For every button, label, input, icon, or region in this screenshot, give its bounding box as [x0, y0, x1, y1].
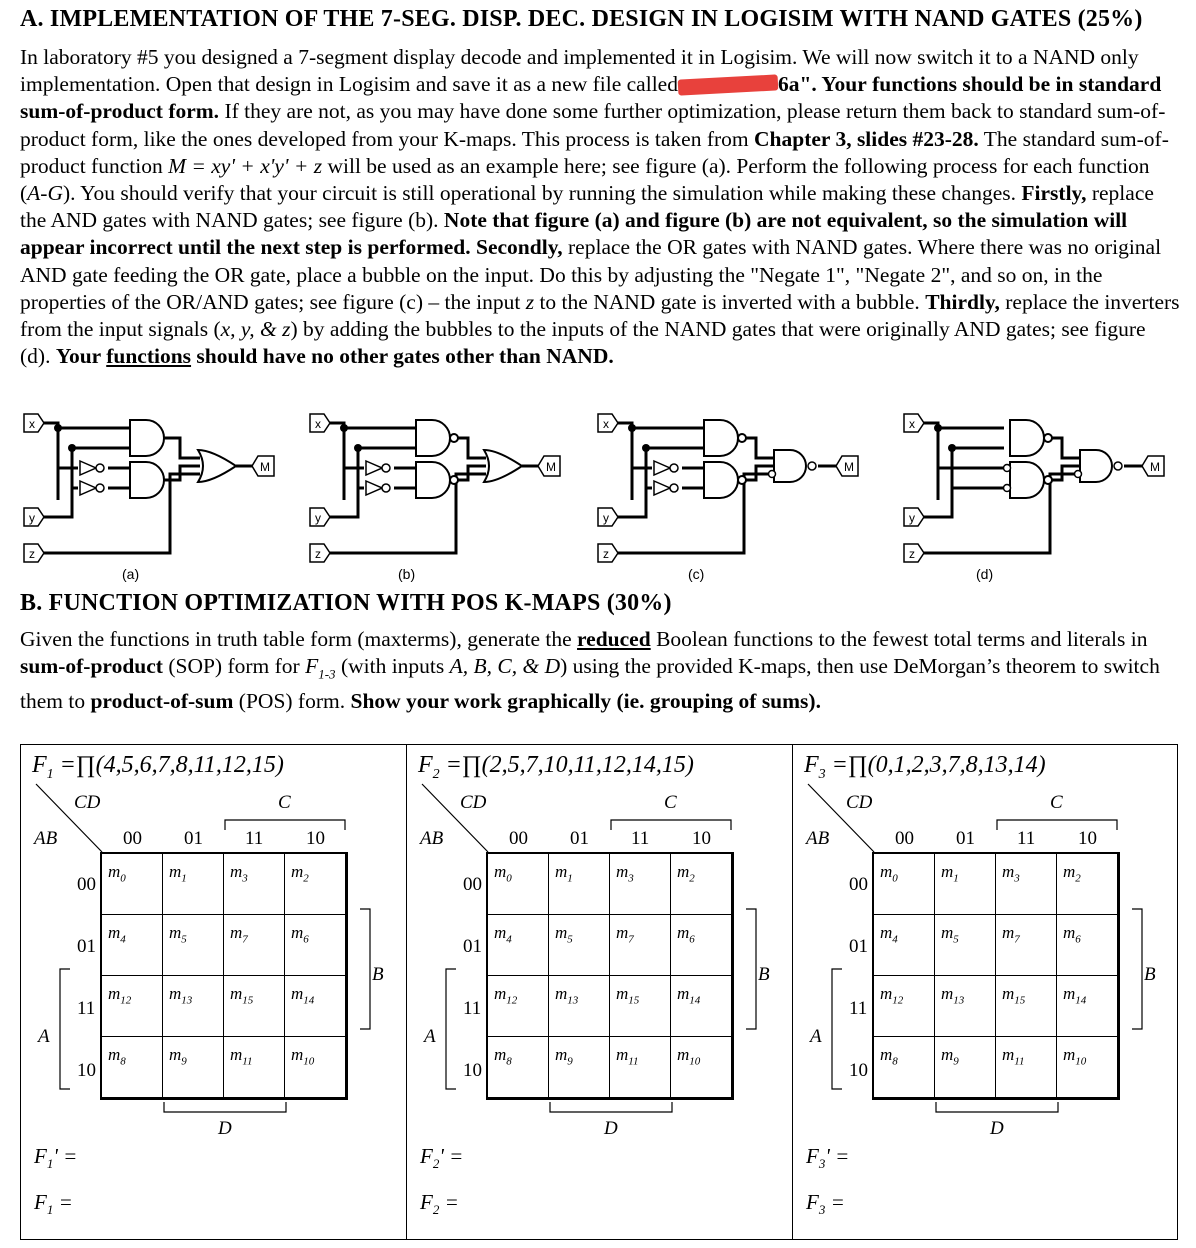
- svg-text:M: M: [1150, 460, 1160, 474]
- minterm-label: $m_5$: [555, 923, 573, 946]
- col-code: 00: [123, 828, 142, 849]
- svg-text:M: M: [260, 460, 270, 474]
- kmap-cell[interactable]: [935, 854, 996, 915]
- circuit-a: [24, 414, 274, 562]
- kmap-cell[interactable]: [549, 854, 610, 915]
- col-code: 11: [1017, 828, 1036, 849]
- svg-text:z: z: [29, 547, 35, 561]
- kmap-cell[interactable]: [1057, 915, 1118, 976]
- minterm-label: $m_0$: [108, 862, 126, 885]
- circuit-figures: [0, 400, 1196, 590]
- circuit-d: [904, 414, 1164, 562]
- kmap-cell[interactable]: [671, 854, 732, 915]
- col-code: 01: [956, 828, 975, 849]
- kmap-cell[interactable]: [996, 854, 1057, 915]
- kmap-cell[interactable]: [671, 915, 732, 976]
- minterm-label: $m_{13}$: [941, 984, 965, 1007]
- ab-label: AB: [420, 828, 444, 849]
- kmap-cell[interactable]: [102, 854, 163, 915]
- kmap-panel-f3: [792, 744, 1178, 1240]
- minterm-label: $m_{14}$: [1063, 984, 1087, 1007]
- c-label: C: [278, 792, 291, 813]
- minterm-label: $m_1$: [169, 862, 187, 885]
- kmap-cell[interactable]: [488, 915, 549, 976]
- a-label: A: [424, 1026, 436, 1047]
- col-code: 01: [184, 828, 203, 849]
- minterm-label: $m_{15}$: [1002, 984, 1026, 1007]
- kmap-cell[interactable]: [996, 1037, 1057, 1098]
- minterm-label: $m_{15}$: [230, 984, 254, 1007]
- kmap-cell[interactable]: [935, 1037, 996, 1098]
- minterm-label: $m_4$: [880, 923, 898, 946]
- svg-text:y: y: [29, 511, 35, 525]
- svg-text:M: M: [844, 460, 854, 474]
- minterm-label: $m_7$: [230, 923, 248, 946]
- row-code: 00: [77, 874, 96, 895]
- row-code: 10: [463, 1060, 482, 1081]
- minterm-label: $m_{14}$: [677, 984, 701, 1007]
- d-label: D: [604, 1118, 618, 1139]
- svg-text:y: y: [603, 511, 609, 525]
- input-pin-z: [24, 544, 44, 562]
- minterm-label: $m_2$: [291, 862, 309, 885]
- c-label: C: [664, 792, 677, 813]
- cd-label: CD: [846, 792, 873, 813]
- kmap-cell[interactable]: [224, 854, 285, 915]
- minterm-label: $m_6$: [291, 923, 309, 946]
- function-equation[interactable]: $F_2$ =: [420, 1190, 459, 1218]
- kmap-cell[interactable]: [874, 976, 935, 1037]
- kmap-grid: [872, 852, 1120, 1100]
- minterm-label: $m_7$: [616, 923, 634, 946]
- col-code: 00: [509, 828, 528, 849]
- d-label: D: [218, 1118, 232, 1139]
- minterm-label: $m_{13}$: [169, 984, 193, 1007]
- minterm-label: $m_0$: [880, 862, 898, 885]
- row-code: 01: [849, 936, 868, 957]
- svg-text:z: z: [315, 547, 321, 561]
- section-a-paragraph: In laboratory #5 you designed a 7-segment display decode and implemented it in Logisim. We will now switch it to a NAND only implementation. Open that design in Logisim and save it as a new file called 6a". Your functions should be in standard sum-of-product form. If they are not, as you may have done some further optimization, please return them back to standard sum-of-product form, like the ones developed from your K-maps. This process is taken from Chapter 3, slides #23-28. The standard sum-of-product function M = xy' + x'y' + z will be used as an example here; see figure (a). Perform the following process for each function (A-G). You should verify that your circuit is still operational by running the simulation while making these changes. Firstly, replace the AND gates with NAND gates; see figure (b). Note that figure (a) and figure (b) are not equivalent, so the simulation will appear incorrect until the next step is performed. Secondly, replace the OR gates with NAND gates. Where there was no original AND gate feeding the OR gate, place a bubble on the input. Do this by adjusting the "Negate 1", "Negate 2", and so on, in the properties of the OR/AND gates; see figure (c) – the input z to the NAND gate is inverted with a bubble. Thirdly, replace the inverters from the input signals (x, y, & z) by adding the bubbles to the inputs of the NAND gates that were originally AND gates; see figure (d). Your functions should have no other gates other than NAND.: [20, 45, 1180, 369]
- col-code: 11: [245, 828, 264, 849]
- b-label: B: [758, 964, 770, 985]
- minterm-label: $m_2$: [677, 862, 695, 885]
- kmap-cell[interactable]: [285, 854, 346, 915]
- kmap-cell[interactable]: [163, 854, 224, 915]
- col-code: 10: [306, 828, 325, 849]
- ab-label: AB: [806, 828, 830, 849]
- kmap-panel-f1: [20, 744, 406, 1240]
- kmap-cell[interactable]: [1057, 1037, 1118, 1098]
- minterm-label: $m_{12}$: [108, 984, 132, 1007]
- svg-text:M: M: [546, 460, 556, 474]
- col-code: 10: [1078, 828, 1097, 849]
- minterm-label: $m_{10}$: [677, 1045, 701, 1068]
- section-a-title: A. IMPLEMENTATION OF THE 7-SEG. DISP. DEC. DESIGN IN LOGISIM WITH NAND GATES (25%): [20, 6, 1143, 32]
- kmap-cell[interactable]: [874, 854, 935, 915]
- minterm-label: $m_{11}$: [616, 1045, 639, 1068]
- svg-text:y: y: [909, 511, 915, 525]
- minterm-label: $m_{13}$: [555, 984, 579, 1007]
- kmap-cell[interactable]: [549, 976, 610, 1037]
- redaction-mark: [678, 75, 779, 96]
- minterm-label: $m_4$: [108, 923, 126, 946]
- row-code: 11: [849, 998, 868, 1019]
- minterm-label: $m_1$: [941, 862, 959, 885]
- figure-label-d: (d): [976, 566, 994, 582]
- minterm-label: $m_5$: [941, 923, 959, 946]
- minterm-label: $m_9$: [555, 1045, 573, 1068]
- function-equation[interactable]: $F_1$ =: [34, 1190, 73, 1218]
- input-pin-x: [24, 414, 44, 432]
- minterm-label: $m_{11}$: [230, 1045, 253, 1068]
- col-code: 01: [570, 828, 589, 849]
- kmap-cell[interactable]: [549, 915, 610, 976]
- kmap-panel-f2: [406, 744, 792, 1240]
- complement-equation[interactable]: $F_3'$ =: [806, 1144, 850, 1172]
- svg-text:x: x: [315, 417, 321, 431]
- svg-text:x: x: [29, 417, 35, 431]
- kmap-cell[interactable]: [610, 1037, 671, 1098]
- col-code: 11: [631, 828, 650, 849]
- section-b-title: B. FUNCTION OPTIMIZATION WITH POS K-MAPS (30%): [20, 590, 672, 616]
- minterm-label: $m_7$: [1002, 923, 1020, 946]
- kmap-cell[interactable]: [488, 854, 549, 915]
- minterm-label: $m_6$: [1063, 923, 1081, 946]
- minterm-label: $m_{15}$: [616, 984, 640, 1007]
- kmap-cell[interactable]: [102, 976, 163, 1037]
- figure-label-c: (c): [688, 566, 705, 582]
- svg-text:z: z: [909, 547, 915, 561]
- row-code: 01: [77, 936, 96, 957]
- circuit-c: [598, 414, 858, 562]
- kmap-cell[interactable]: [874, 1037, 935, 1098]
- output-pin-m: [252, 456, 274, 476]
- kmap-cell[interactable]: [1057, 854, 1118, 915]
- a-label: A: [810, 1026, 822, 1047]
- minterm-label: $m_9$: [941, 1045, 959, 1068]
- row-code: 11: [77, 998, 96, 1019]
- svg-text:y: y: [315, 511, 321, 525]
- kmap-cell[interactable]: [874, 915, 935, 976]
- minterm-label: $m_6$: [677, 923, 695, 946]
- minterm-label: $m_{14}$: [291, 984, 315, 1007]
- kmap-cell[interactable]: [549, 1037, 610, 1098]
- minterm-label: $m_0$: [494, 862, 512, 885]
- kmap-title: $F_2$ =∏(2,5,7,10,11,12,14,15): [418, 752, 694, 782]
- minterm-label: $m_8$: [494, 1045, 512, 1068]
- kmap-cell[interactable]: [163, 976, 224, 1037]
- minterm-label: $m_{11}$: [1002, 1045, 1025, 1068]
- minterm-label: $m_5$: [169, 923, 187, 946]
- col-code: 10: [692, 828, 711, 849]
- kmap-cell[interactable]: [163, 1037, 224, 1098]
- kmap-cell[interactable]: [996, 976, 1057, 1037]
- row-code: 00: [849, 874, 868, 895]
- minterm-label: $m_3$: [616, 862, 634, 885]
- d-label: D: [990, 1118, 1004, 1139]
- svg-text:z: z: [603, 547, 609, 561]
- kmap-cell[interactable]: [935, 976, 996, 1037]
- kmap-title: $F_1$ =∏(4,5,6,7,8,11,12,15): [32, 752, 284, 782]
- col-code: 00: [895, 828, 914, 849]
- kmap-cell[interactable]: [1057, 976, 1118, 1037]
- minterm-label: $m_8$: [880, 1045, 898, 1068]
- minterm-label: $m_{10}$: [1063, 1045, 1087, 1068]
- kmap-cell[interactable]: [488, 1037, 549, 1098]
- kmap-cell[interactable]: [285, 976, 346, 1037]
- svg-text:x: x: [909, 417, 915, 431]
- ab-label: AB: [34, 828, 58, 849]
- kmap-cell[interactable]: [996, 915, 1057, 976]
- row-code: 10: [849, 1060, 868, 1081]
- minterm-label: $m_1$: [555, 862, 573, 885]
- complement-equation[interactable]: $F_1'$ =: [34, 1144, 78, 1172]
- section-b-paragraph: Given the functions in truth table form (maxterms), generate the reduced Boolean functions to the fewest total terms and literals in sum-of-product (SOP) form for $F_{1-3}$ (with inputs A, B, C, & D) using the provided K-maps, then use DeMorgan’s theorem to switch them to product-of-sum (POS) form. Show your work graphically (ie. grouping of sums).: [20, 627, 1160, 713]
- kmap-grid: [486, 852, 734, 1100]
- minterm-label: $m_3$: [1002, 862, 1020, 885]
- minterm-label: $m_{10}$: [291, 1045, 315, 1068]
- a-label: A: [38, 1026, 50, 1047]
- kmap-cell[interactable]: [163, 915, 224, 976]
- cd-label: CD: [74, 792, 101, 813]
- c-label: C: [1050, 792, 1063, 813]
- kmap-grid: [100, 852, 348, 1100]
- minterm-label: $m_{12}$: [494, 984, 518, 1007]
- minterm-label: $m_4$: [494, 923, 512, 946]
- kmap-cell[interactable]: [285, 915, 346, 976]
- cd-label: CD: [460, 792, 487, 813]
- minterm-label: $m_3$: [230, 862, 248, 885]
- row-code: 11: [463, 998, 482, 1019]
- kmap-title: $F_3$ =∏(0,1,2,3,7,8,13,14): [804, 752, 1046, 782]
- minterm-label: $m_2$: [1063, 862, 1081, 885]
- kmap-cell[interactable]: [610, 915, 671, 976]
- row-code: 10: [77, 1060, 96, 1081]
- minterm-label: $m_9$: [169, 1045, 187, 1068]
- kmap-cell[interactable]: [224, 915, 285, 976]
- kmap-cell[interactable]: [224, 1037, 285, 1098]
- minterm-label: $m_{12}$: [880, 984, 904, 1007]
- row-code: 00: [463, 874, 482, 895]
- kmap-cell[interactable]: [488, 976, 549, 1037]
- function-equation[interactable]: $F_3$ =: [806, 1190, 845, 1218]
- svg-text:x: x: [603, 417, 609, 431]
- figure-label-a: (a): [122, 566, 140, 582]
- kmap-cell[interactable]: [102, 915, 163, 976]
- circuit-b: [310, 414, 560, 562]
- kmap-cell[interactable]: [935, 915, 996, 976]
- b-label: B: [372, 964, 384, 985]
- kmap-cell[interactable]: [610, 976, 671, 1037]
- kmap-cell[interactable]: [671, 1037, 732, 1098]
- kmap-cell[interactable]: [671, 976, 732, 1037]
- kmap-cell[interactable]: [285, 1037, 346, 1098]
- kmap-cell[interactable]: [224, 976, 285, 1037]
- minterm-label: $m_8$: [108, 1045, 126, 1068]
- kmap-cell[interactable]: [610, 854, 671, 915]
- row-code: 01: [463, 936, 482, 957]
- kmap-cell[interactable]: [102, 1037, 163, 1098]
- complement-equation[interactable]: $F_2'$ =: [420, 1144, 464, 1172]
- input-pin-y: [24, 508, 44, 526]
- figure-label-b: (b): [398, 566, 416, 582]
- b-label: B: [1144, 964, 1156, 985]
